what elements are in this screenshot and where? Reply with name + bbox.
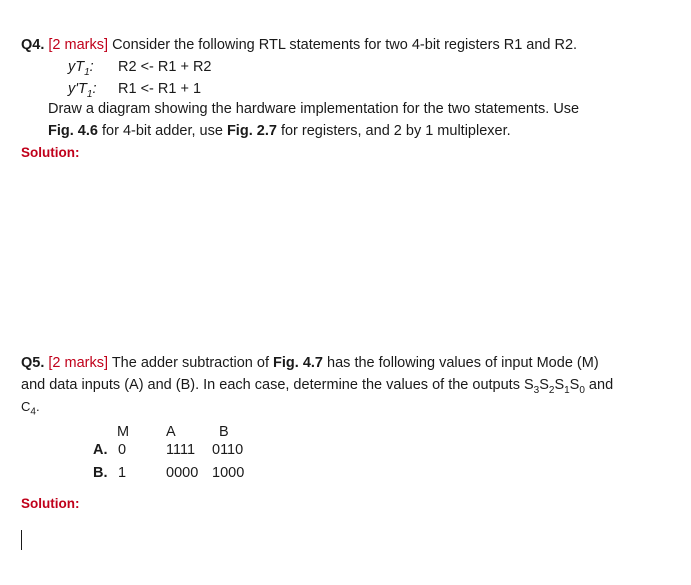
q4-heading [21, 37, 577, 53]
q4-instruction-line: Draw a diagram showing the hardware implementation for the two statements. Use [48, 101, 580, 117]
table-header-b: B [219, 424, 229, 440]
q4-intro: Consider the following RTL statements for two 4-bit registers R1 and R2. [112, 37, 578, 53]
fig-ref-4-6: Fig. 4.6 [48, 123, 98, 139]
table-row-label: B. [93, 465, 108, 481]
table-cell-a: 1111 [166, 442, 196, 458]
q4-number: Q4. [21, 37, 45, 53]
fig-ref-4-7: Fig. 4.7 [273, 355, 323, 371]
table-cell-m: 1 [118, 465, 127, 481]
q5-marks: [2 marks] [48, 355, 109, 371]
q5-heading: Q5. [2 marks] The adder subtraction of Fig. 4.7 has the following values of input Mode (M) [21, 355, 599, 371]
q5-number: Q5. [21, 355, 45, 371]
rtl-statement-1: R2 <- R1 + R2 [118, 59, 212, 75]
q4-marks: [2 marks] [48, 37, 109, 53]
table-cell-b: 1000 [212, 465, 245, 481]
table-header-a: A [166, 424, 176, 440]
rtl-statement-2: R1 <- R1 + 1 [118, 81, 202, 97]
table-header-m: M [117, 424, 130, 440]
q5-solution-label: Solution: [21, 496, 80, 511]
q5-intro-line-2: and data inputs (A) and (B). In each case, determine the values of the outputs $S_3S_2S_1S_0$ and [21, 377, 614, 396]
text-cursor[interactable] [21, 530, 22, 550]
rtl-label-2: $y'T_1$: [68, 81, 97, 100]
fig-ref-2-7: Fig. 2.7 [226, 123, 277, 139]
q5-intro-line-3: $C_4$. [21, 399, 40, 418]
table-row-label: A. [93, 442, 108, 458]
table-cell-m: 0 [118, 442, 127, 458]
table-cell-b: 0110 [212, 442, 244, 458]
q4-instruction-line-2: Fig. 4.6 for 4-bit adder, use Fig. 2.7 for registers, and 2 by 1 multiplexer. [48, 123, 511, 139]
q4-solution-label: Solution: [21, 145, 80, 160]
rtl-label-1: $yT_1$: [68, 59, 94, 78]
table-cell-a: 0000 [166, 465, 199, 481]
